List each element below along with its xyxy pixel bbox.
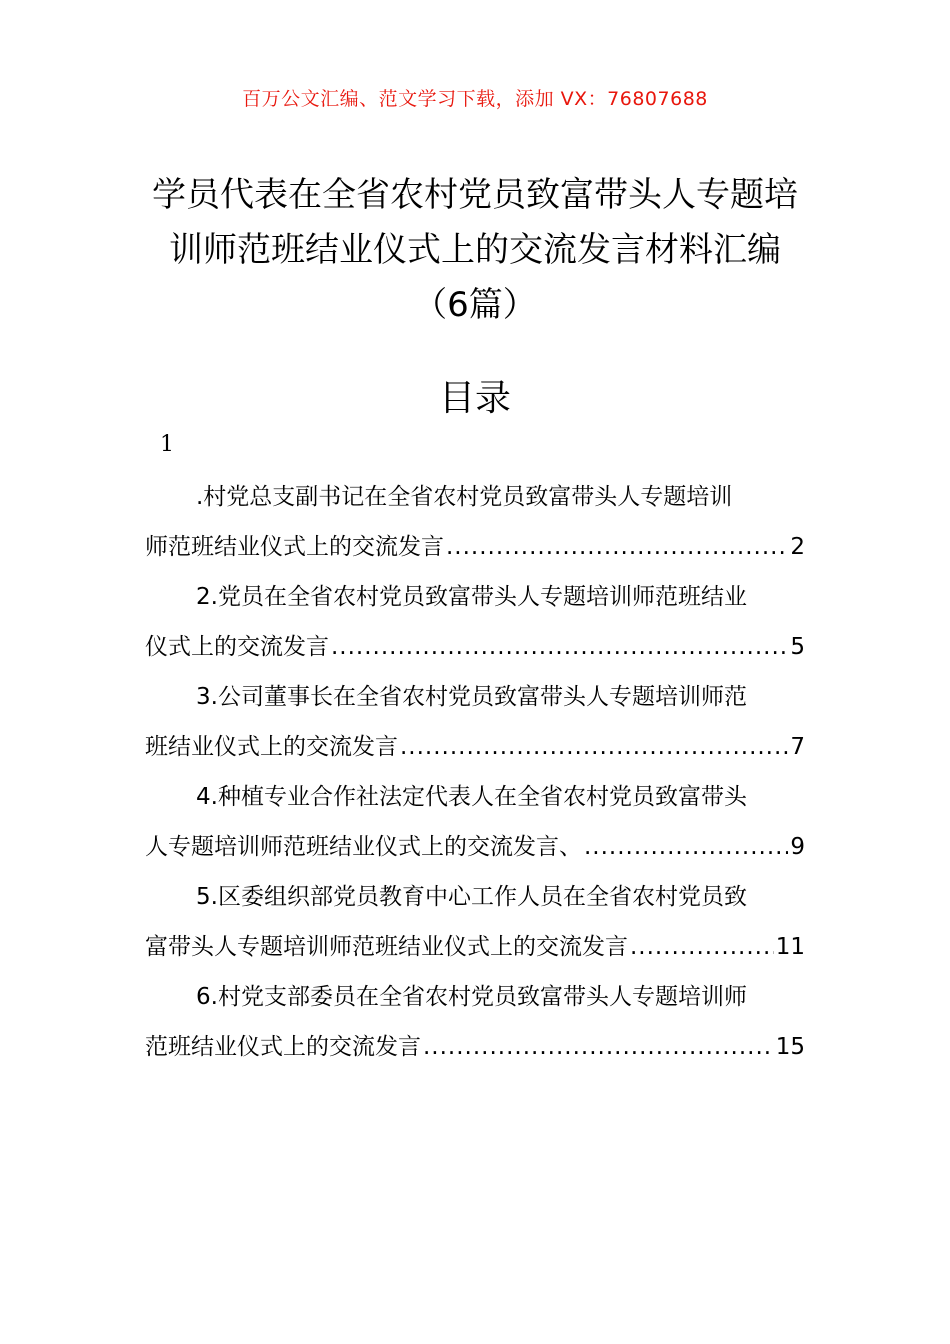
toc-page-number: 11: [775, 934, 805, 960]
toc-heading: 目录: [438, 378, 511, 419]
toc-entry-text-continued: 范班结业仪式上的交流发言: [145, 1034, 421, 1060]
toc-entry-text-continued: 仪式上的交流发言: [145, 634, 329, 660]
toc-entry-text: 6.村党支部委员在全省农村党员致富带头人专题培训师: [196, 984, 747, 1010]
toc-entry-1[interactable]: [145, 472, 805, 572]
toc-entry-text-continued: 师范班结业仪式上的交流发言: [145, 534, 444, 560]
toc-entry-text: 5.区委组织部党员教育中心工作人员在全省农村党员致: [196, 884, 747, 910]
toc-leader-dots: [584, 822, 788, 872]
toc-entry-text: 3.公司董事长在全省农村党员致富带头人专题培训师范: [196, 684, 747, 710]
toc-entry-text: 2.党员在全省农村党员致富带头人专题培训师范班结业: [196, 584, 747, 610]
toc-entry-5[interactable]: [145, 872, 805, 972]
toc-leader-dots: [630, 922, 774, 972]
toc-leader-dots: [400, 722, 788, 772]
toc-leader-dots: [331, 622, 788, 672]
toc-page-number: 7: [790, 734, 805, 760]
header-note: 百万公文汇编、范文学习下载，添加 VX：76807688: [242, 88, 708, 110]
toc-entry-text: 4.种植专业合作社法定代表人在全省农村党员致富带头: [196, 784, 747, 810]
toc-entry-3[interactable]: [145, 672, 805, 772]
toc-page-number: 5: [790, 634, 805, 660]
toc-entry-6[interactable]: [145, 972, 805, 1072]
toc-page-number: 2: [790, 534, 805, 560]
document-title: 学员代表在全省农村党员致富带头人专题培训师范班结业仪式上的交流发言材料汇编（6篇）: [152, 175, 798, 325]
toc-entry-text: .村党总支副书记在全省农村党员致富带头人专题培训: [196, 484, 733, 510]
toc-page-number: 9: [790, 834, 805, 860]
stray-number: 1: [160, 432, 174, 457]
toc-entry-text-continued: 班结业仪式上的交流发言: [145, 734, 398, 760]
toc-leader-dots: [446, 522, 788, 572]
toc-entry-4[interactable]: [145, 772, 805, 872]
toc-page-number: 15: [775, 1034, 805, 1060]
table-of-contents: [145, 472, 805, 1072]
toc-leader-dots: [423, 1022, 774, 1072]
toc-entry-2[interactable]: [145, 572, 805, 672]
toc-entry-text-continued: 人专题培训师范班结业仪式上的交流发言、: [145, 834, 582, 860]
toc-entry-text-continued: 富带头人专题培训师范班结业仪式上的交流发言: [145, 934, 628, 960]
